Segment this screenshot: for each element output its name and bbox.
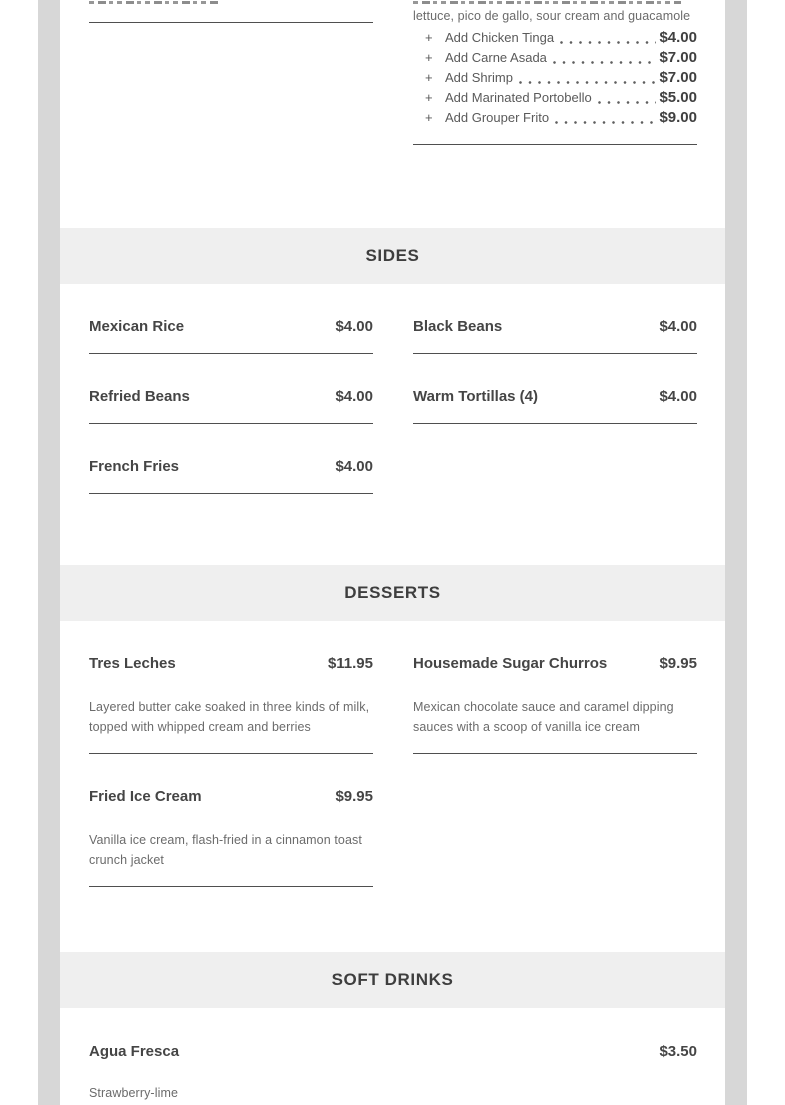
section-soft-drinks (60, 1008, 725, 1105)
item-name: Mexican Rice (89, 318, 185, 335)
item-head (89, 1042, 697, 1062)
item-head (413, 317, 697, 337)
item-name: Fried Ice Cream (89, 788, 202, 805)
item-price: $4.00 (335, 458, 373, 475)
addon-list (413, 29, 697, 129)
item-name: Black Beans (413, 318, 503, 335)
dot-leader (519, 81, 657, 84)
menu-item-tres-leches (89, 621, 373, 754)
item-price: $4.00 (659, 318, 697, 335)
top-partial-row (60, 0, 725, 228)
menu-item-refried-beans (89, 354, 373, 424)
item-divider (413, 423, 697, 424)
item-head (89, 787, 373, 807)
addon-price: $4.00 (659, 29, 697, 46)
menu-item-fried-ice-cream (89, 754, 373, 887)
addon-row (413, 49, 697, 69)
plus-symbol: + (425, 50, 433, 65)
item-divider (89, 493, 373, 494)
menu-page (60, 0, 725, 1105)
right-border-stripe (725, 0, 747, 1105)
item-description: lettuce, pico de gallo, sour cream and guacamole (413, 9, 691, 23)
item-name: Tres Leches (89, 655, 176, 672)
plus-symbol: + (425, 30, 433, 45)
addon-label: Add Chicken Tinga (445, 30, 555, 45)
sides-grid (60, 284, 725, 494)
addon-label: Add Grouper Frito (445, 110, 550, 125)
menu-item-mexican-rice (89, 284, 373, 354)
item-price: $11.95 (327, 655, 373, 672)
menu-item-agua-fresca (89, 1008, 697, 1103)
section-title: DESSERTS (344, 583, 441, 602)
item-description: Layered butter cake soaked in three kinds of milk, topped with whipped cream and berries (89, 700, 370, 734)
item-price: $4.00 (335, 318, 373, 335)
dot-leader (598, 101, 657, 104)
item-head (413, 387, 697, 407)
addon-row (413, 69, 697, 89)
plus-symbol: + (425, 90, 433, 105)
item-name: Refried Beans (89, 388, 190, 405)
item-head (89, 387, 373, 407)
plus-symbol: + (425, 110, 433, 125)
item-description: Vanilla ice cream, flash-fried in a cinnamon toast crunch jacket (89, 833, 362, 867)
left-border-stripe (38, 0, 60, 1105)
dot-leader (553, 61, 657, 64)
dot-leader (560, 41, 656, 44)
addon-price: $5.00 (659, 89, 697, 106)
item-head (89, 317, 373, 337)
addon-label: Add Marinated Portobello (445, 90, 592, 105)
addon-price: $7.00 (659, 69, 697, 86)
item-price: $9.95 (659, 655, 697, 672)
item-name: Agua Fresca (89, 1043, 180, 1060)
section-header-desserts (60, 565, 725, 621)
desserts-grid (60, 621, 725, 887)
clipped-text-fragment (413, 1, 681, 4)
item-head (413, 654, 697, 674)
item-name: Warm Tortillas (4) (413, 388, 539, 405)
addon-row (413, 89, 697, 109)
item-name: Housemade Sugar Churros (413, 655, 608, 672)
menu-item-warm-tortillas (413, 354, 697, 424)
section-sides (60, 284, 725, 565)
addon-row (413, 109, 697, 129)
item-divider (413, 753, 697, 754)
item-description: Mexican chocolate sauce and caramel dipping sauces with a scoop of vanilla ice cream (413, 700, 674, 734)
item-price: $3.50 (659, 1043, 697, 1060)
menu-item-black-beans (413, 284, 697, 354)
item-price: $4.00 (659, 388, 697, 405)
addon-label: Add Shrimp (445, 70, 513, 85)
item-divider (413, 144, 697, 145)
section-title: SOFT DRINKS (331, 970, 454, 989)
section-title: SIDES (365, 246, 420, 265)
item-price: $9.95 (335, 788, 373, 805)
addon-price: $9.00 (659, 109, 697, 126)
item-head (89, 457, 373, 477)
dot-leader (555, 121, 656, 124)
addon-row (413, 29, 697, 49)
plus-symbol: + (425, 70, 433, 85)
top-right-column (413, 0, 697, 145)
item-head (89, 654, 373, 674)
menu-item-sugar-churros (413, 621, 697, 754)
item-name: French Fries (89, 458, 180, 475)
top-left-column (89, 0, 373, 23)
addon-price: $7.00 (659, 49, 697, 66)
item-description: Strawberry-lime (89, 1086, 179, 1100)
menu-item-french-fries (89, 424, 373, 494)
section-header-soft-drinks (60, 952, 725, 1008)
item-divider (89, 886, 373, 887)
clipped-text-fragment (89, 1, 219, 4)
item-price: $4.00 (335, 388, 373, 405)
section-header-sides (60, 228, 725, 284)
section-desserts (60, 621, 725, 952)
addon-label: Add Carne Asada (445, 50, 547, 65)
item-divider (89, 22, 373, 23)
